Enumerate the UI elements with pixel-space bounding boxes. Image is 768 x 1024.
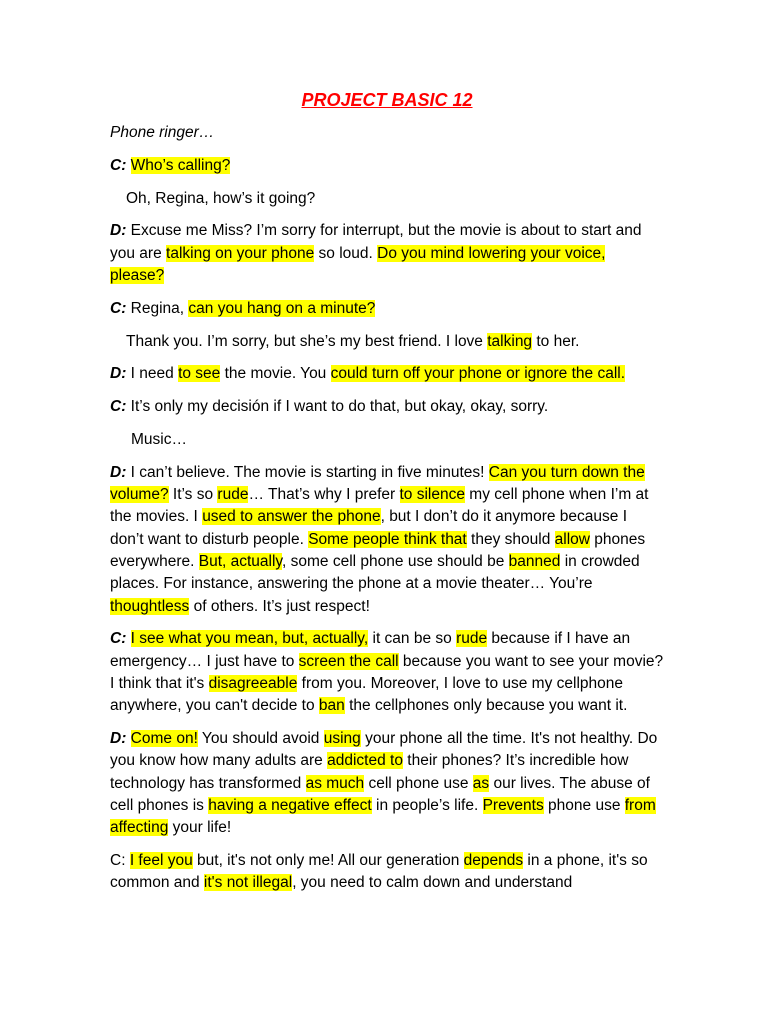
dialogue-paragraph bbox=[110, 298, 664, 320]
highlighted-phrase: to silence bbox=[399, 486, 465, 504]
text-run: , but I don’t do it anymore because I don’t want to disturb people. bbox=[110, 508, 628, 548]
text-run: to her. bbox=[532, 332, 580, 350]
text-run: so loud. bbox=[314, 244, 378, 262]
highlighted-phrase: I see what you mean, but, actually, bbox=[130, 630, 369, 648]
highlighted-phrase: using bbox=[323, 730, 361, 748]
document-title: PROJECT BASIC 12 bbox=[301, 90, 473, 110]
highlighted-phrase: ban bbox=[318, 697, 345, 715]
highlighted-phrase: depends bbox=[463, 852, 524, 870]
speaker-label: D: bbox=[110, 365, 127, 383]
text-run: they should bbox=[466, 530, 555, 548]
dialogue-paragraph bbox=[110, 220, 664, 287]
highlighted-phrase: screen the call bbox=[298, 652, 399, 670]
highlighted-phrase: Who’s calling? bbox=[130, 156, 231, 174]
highlighted-phrase: Come on! bbox=[130, 730, 198, 748]
dialogue-paragraph bbox=[110, 850, 664, 895]
speaker-label: D: bbox=[110, 222, 127, 240]
text-run: … That’s why I prefer bbox=[248, 486, 400, 504]
highlighted-phrase: talking on your phone bbox=[166, 244, 315, 262]
text-run: phones everywhere. bbox=[110, 530, 646, 570]
text-run: the movie. You bbox=[220, 365, 331, 383]
highlighted-phrase: from affecting bbox=[110, 796, 656, 837]
dialogue-paragraph bbox=[110, 363, 664, 385]
highlighted-phrase: can you hang on a minute? bbox=[188, 299, 376, 317]
highlighted-phrase: Can you turn down the volume? bbox=[110, 463, 645, 504]
dialogue-paragraph bbox=[110, 188, 664, 210]
text-run: You should avoid bbox=[197, 730, 324, 748]
text-run: Excuse me Miss? I’m sorry for interrupt, but the movie is about to start and you are bbox=[110, 222, 642, 262]
text-run: but, it's not only me! All our generation bbox=[192, 852, 464, 870]
speaker-label: C: bbox=[110, 398, 127, 416]
document-body bbox=[110, 122, 664, 895]
highlighted-phrase: allow bbox=[554, 530, 590, 548]
highlighted-phrase: rude bbox=[217, 486, 249, 504]
text-run: , you need to calm down and understand bbox=[292, 874, 573, 892]
text-run: Music… bbox=[131, 430, 187, 448]
text-run: in people’s life. bbox=[371, 796, 483, 814]
highlighted-phrase: as bbox=[472, 774, 490, 792]
highlighted-phrase: Do you mind lowering your voice, please? bbox=[110, 244, 606, 284]
highlighted-phrase: I feel you bbox=[129, 852, 193, 870]
text-run: Regina, bbox=[126, 299, 189, 317]
text-run: phone use bbox=[543, 796, 625, 814]
dialogue-paragraph bbox=[110, 429, 664, 451]
highlighted-phrase: could turn off your phone or ignore the call. bbox=[330, 365, 626, 383]
text-run: from you. Moreover, I love to use my cellphone anywhere, you can't decide to bbox=[110, 674, 624, 715]
speaker-label: C: bbox=[110, 156, 127, 174]
speaker-label: C: bbox=[110, 630, 127, 648]
highlighted-phrase: to see bbox=[178, 365, 221, 383]
text-run: my cell phone when I’m at the movies. I bbox=[110, 486, 649, 526]
highlighted-phrase: as much bbox=[305, 774, 365, 792]
dialogue-paragraph bbox=[110, 728, 664, 839]
text-run: your phone all the time. It's not healthy. Do you know how many adults are bbox=[110, 730, 658, 770]
text-run: cell phone use bbox=[364, 774, 473, 792]
highlighted-phrase: Some people think that bbox=[308, 530, 467, 548]
text-run: in a phone, it's so common and bbox=[110, 852, 648, 892]
highlighted-phrase: used to answer the phone bbox=[202, 508, 381, 526]
dialogue-paragraph bbox=[110, 331, 664, 353]
dialogue-paragraph bbox=[110, 155, 664, 177]
text-run: in crowded places. For instance, answering the phone at a movie theater… You’re bbox=[110, 552, 640, 593]
text-run: it can be so bbox=[368, 630, 457, 648]
speaker-label: D: bbox=[110, 463, 127, 481]
highlighted-phrase: disagreeable bbox=[208, 674, 298, 692]
text-run: Thank you. I’m sorry, but she’s my best friend. I love bbox=[126, 332, 488, 350]
highlighted-phrase: But, actually bbox=[198, 552, 283, 570]
text-run: Oh, Regina, how’s it going? bbox=[126, 189, 316, 207]
text-run: I need bbox=[126, 365, 179, 383]
text-run: the cellphones only because you want it. bbox=[344, 697, 628, 715]
text-run: our lives. The abuse of cell phones is bbox=[110, 774, 650, 814]
dialogue-paragraph bbox=[110, 396, 664, 418]
dialogue-paragraph bbox=[110, 122, 664, 144]
text-run: because you want to see your movie? I think that it's bbox=[110, 652, 664, 692]
speaker-label: C: bbox=[110, 299, 127, 317]
text-run: of others. It’s just respect! bbox=[189, 597, 370, 615]
highlighted-phrase: addicted to bbox=[327, 752, 403, 770]
text-run: , some cell phone use should be bbox=[282, 552, 509, 570]
stage-direction: Phone ringer… bbox=[110, 124, 215, 141]
text-run: their phones? It’s incredible how technology has transformed bbox=[110, 752, 629, 792]
dialogue-paragraph bbox=[110, 628, 664, 717]
text-run: C: bbox=[110, 852, 130, 870]
text-run: because if I have an emergency… I just have to bbox=[110, 630, 631, 670]
text-run: It’s only my decisión if I want to do that, but okay, okay, sorry. bbox=[126, 398, 549, 416]
highlighted-phrase: banned bbox=[508, 552, 561, 570]
highlighted-phrase: Prevents bbox=[482, 796, 544, 814]
text-run: It’s so bbox=[168, 486, 218, 504]
highlighted-phrase: rude bbox=[456, 630, 488, 648]
highlighted-phrase: it's not illegal bbox=[203, 874, 293, 892]
speaker-label: D: bbox=[110, 730, 127, 748]
text-run: I can’t believe. The movie is starting in five minutes! bbox=[126, 463, 489, 481]
dialogue-paragraph bbox=[110, 462, 664, 618]
highlighted-phrase: talking bbox=[487, 332, 533, 350]
text-run: your life! bbox=[168, 819, 232, 837]
highlighted-phrase: thoughtless bbox=[110, 597, 190, 615]
highlighted-phrase: having a negative effect bbox=[208, 796, 372, 814]
